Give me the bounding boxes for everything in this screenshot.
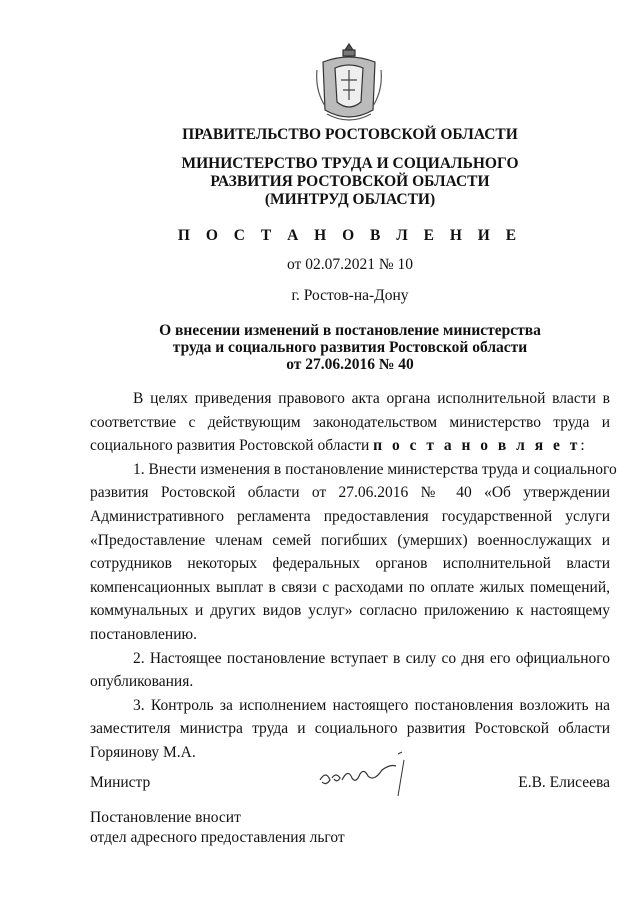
- signer-name: Е.В. Елисеева: [518, 774, 610, 791]
- text-line: [90, 434, 610, 458]
- item-1-paragraph: [90, 458, 617, 647]
- footer-line: отдел адресного предоставления льгот: [90, 829, 345, 846]
- ministry-title: [90, 155, 610, 209]
- text-line: «Предоставление членам семей погибших (умерших) военнослужащих и: [90, 531, 610, 549]
- text-line: 1. Внести изменения в постановление министерства труда и социального: [133, 460, 617, 478]
- text-line: коммунальных и других видов услуг» согласно приложению к настоящему: [90, 602, 610, 620]
- document-type: П О С Т А Н О В Л Е Н И Е: [177, 227, 523, 244]
- text-line: постановлению.: [90, 625, 197, 643]
- coat-of-arms-emblem: [313, 40, 385, 126]
- footer-line: Постановление вносит: [90, 809, 241, 826]
- subject-line: О внесении изменений в постановление министерства: [159, 322, 541, 339]
- document-body: [90, 387, 617, 765]
- text-line: 2. Настоящее постановление вступает в силу со дня его официального: [133, 649, 610, 667]
- subject-line: труда и социального развития Ростовской области: [172, 339, 528, 356]
- ministry-line: РАЗВИТИЯ РОСТОВСКОЙ ОБЛАСТИ: [210, 173, 490, 190]
- text-line: компенсационных выплат в связи с расходами по оплате жилых помещений,: [90, 578, 610, 596]
- handwritten-signature: [312, 750, 422, 800]
- item-2-paragraph: [90, 647, 610, 694]
- date-number: от 02.07.2021 № 10: [287, 256, 413, 273]
- document-subject: [90, 322, 610, 373]
- text-line: опубликования.: [90, 673, 194, 691]
- text-fragment: социального развития Ростовской области: [90, 437, 374, 455]
- intro-paragraph: [90, 387, 610, 458]
- ministry-line: (МИНТРУД ОБЛАСТИ): [264, 191, 436, 208]
- text-line: Административного регламента предоставления государственной услуги: [90, 507, 610, 525]
- text-line: соответствие с действующим законодательством министерство труда и: [90, 413, 610, 431]
- text-fragment: :: [580, 437, 585, 455]
- text-line: заместителя министра труда и социального развития Ростовской области: [90, 720, 610, 738]
- decree-word: п о с т а н о в л я е т: [373, 437, 581, 455]
- government-title: ПРАВИТЕЛЬСТВО РОСТОВСКОЙ ОБЛАСТИ: [182, 126, 518, 143]
- text-line: Горяинову М.А.: [90, 743, 196, 761]
- ministry-line: МИНИСТЕРСТВО ТРУДА И СОЦИАЛЬНОГО: [181, 155, 519, 172]
- text-line: сотрудников некоторых федеральных органов исполнительной власти: [90, 555, 610, 573]
- footer-note: [90, 808, 345, 848]
- text-line: В целях приведения правового акта органа исполнительной власти в: [133, 390, 610, 407]
- text-line: развития Ростовской области от 27.06.2016 № 40 «Об утверждении: [90, 484, 610, 502]
- city: г. Ростов-на-Дону: [291, 287, 409, 304]
- subject-line: от 27.06.2016 № 40: [286, 356, 414, 373]
- text-line: 3. Контроль за исполнением настоящего постановления возложить на: [133, 696, 610, 714]
- signer-title: Министр: [90, 774, 151, 791]
